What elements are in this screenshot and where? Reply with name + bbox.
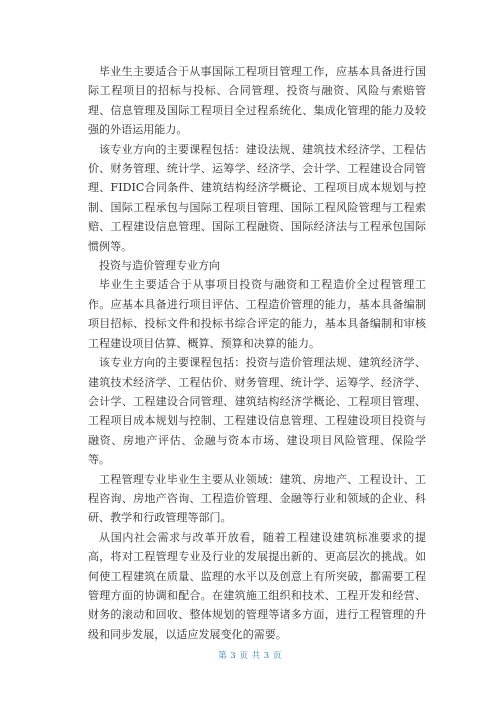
paragraph-investment-courses: 该专业方向的主要课程包括：投资与造价管理法规、建筑经济学、建筑技术经济学、工程估价、财务管理、统计学、运筹学、经济学、会计学、工程建设合同管理、建筑结构经济学概论、工程项目管理、工程项目成本规划与控制、工程建设信息管理、工程建设项目投资与融资、房地产评估、金融与资本市场、建设项目风险管理、保险学等。 [88, 356, 426, 467]
page-footer [0, 649, 500, 661]
document-body [88, 62, 426, 644]
paragraph-investment-graduates: 毕业生主要适合于从事项目投资与融资和工程造价全过程管理工作。应基本具备进行项目评估、工程造价管理的能力，基本具备编制项目招标、投标文件和投标书综合评定的能力，基本具备编制和审核工程建设项目估算、概算、预算和决算的能力。 [88, 278, 426, 350]
section-heading-investment-cost: 投资与造价管理专业方向 [99, 259, 220, 273]
paragraph-development-outlook: 从国内社会需求与改革开放看，随着工程建设建筑标准要求的提高，将对工程管理专业及行业的发展提出新的、更高层次的挑战。如何使工程建筑在质量、监理的水平以及创意上有所突破，都需要工程管理方面的协调和配合。在建筑施工组织和技术、工程开发和经营、财务的滚动和回收、整体规划的管理等诸多方面，进行工程管理的升级和同步发展，以适应发展变化的需要。 [88, 530, 426, 641]
paragraph-employment-fields: 工程管理专业毕业生主要从业领域：建筑、房地产、工程设计、工程咨询、房地产咨询、工程造价管理、金融等行业和领域的企业、科研、教学和行政管理等部门。 [88, 472, 426, 525]
page-number-label: 第 3 页 共 3 页 [218, 651, 282, 661]
paragraph-intl-project-courses: 该专业方向的主要课程包括：建设法规、建筑技术经济学、工程估价、财务管理、统计学、运筹学、经济学、会计学、工程建设合同管理、FIDIC合同条件、建筑结构经济学概论、工程项目成本规划与控制、国际工程承包与国际工程项目管理、国际工程风险管理与工程索赔、工程建设信息管理、国际工程融资、国际经济法与工程承包国际惯例等。 [88, 142, 426, 253]
paragraph-intl-project-graduates: 毕业生主要适合于从事国际工程项目管理工作，应基本具备进行国际工程项目的招标与投标、合同管理、投资与融资、风险与索赔管理、信息管理及国际工程项目全过程系统化、集成化管理的能力及较强的外语运用能力。 [88, 65, 426, 137]
